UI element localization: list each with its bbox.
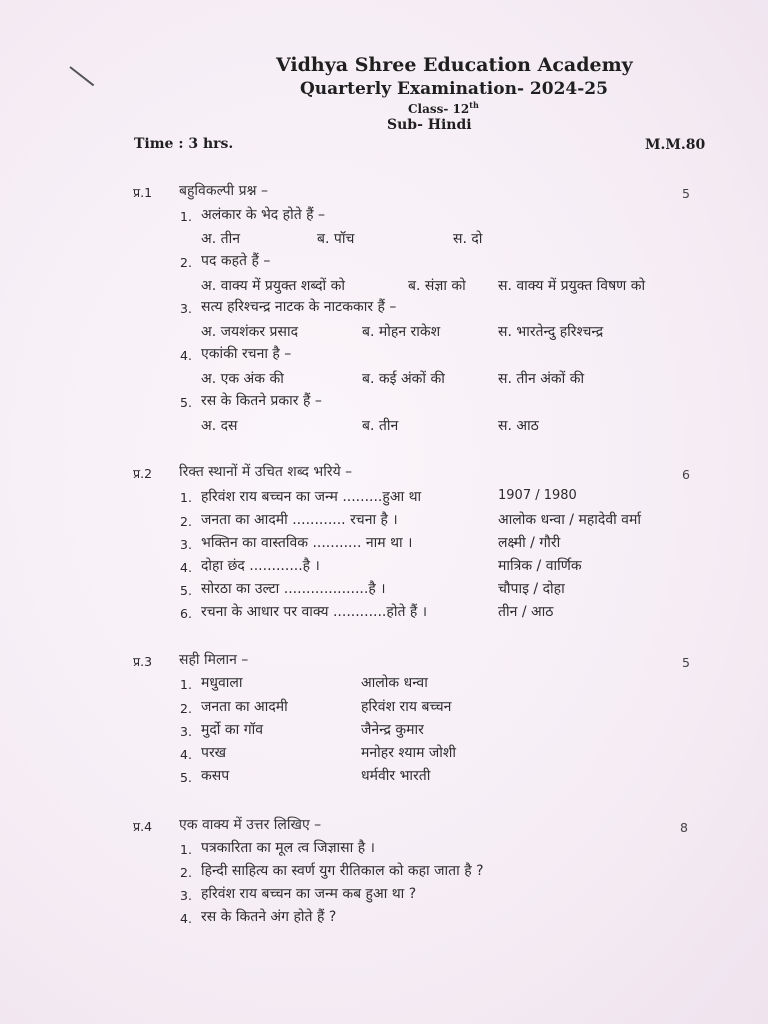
item-number: 3.	[180, 301, 192, 316]
match-left: मुर्दो का गॉव	[201, 722, 264, 738]
item-number: 4.	[180, 560, 192, 575]
item-number: 5.	[180, 770, 192, 785]
option-a: अ. एक अंक की	[201, 371, 284, 387]
question-title: रिक्त स्थानों में उचित शब्द भरिये –	[179, 464, 353, 480]
match-left: जनता का आदमी	[201, 699, 288, 715]
fill-blank-question: रचना के आधार पर वाक्य ............होते हैं ।	[201, 604, 428, 620]
item-number: 2.	[180, 255, 192, 270]
fill-blank-question: दोहा छंद ............है ।	[201, 558, 320, 574]
item-number: 4.	[180, 348, 192, 363]
item-number: 3.	[180, 537, 192, 552]
match-right: जैनेन्द्र कुमार	[361, 722, 424, 738]
time-label: Time : 3 hrs.	[134, 136, 234, 152]
match-left: कसप	[201, 768, 230, 784]
fill-blank-question: सोरठा का उल्टा ...................है ।	[201, 581, 386, 597]
fill-blank-question: भक्तिन का वास्तविक ........... नाम था ।	[201, 535, 413, 551]
subject-label: Sub- Hindi	[387, 117, 472, 133]
item-number: 1.	[180, 842, 192, 857]
option-c: स. आठ	[498, 418, 539, 434]
fill-blank-options: आलोक धन्वा / महादेवी वर्मा	[498, 512, 641, 528]
option-c: स. दो	[453, 231, 483, 247]
question-number: प्र.2	[133, 466, 153, 481]
max-marks: M.M.80	[645, 137, 706, 153]
option-a: अ. दस	[201, 418, 238, 434]
mcq-question: एकांकी रचना है –	[201, 346, 292, 362]
school-name: Vidhya Shree Education Academy	[276, 54, 633, 76]
fill-blank-options: चौपाइ / दोहा	[498, 581, 565, 597]
fill-blank-question: जनता का आदमी ............ रचना है ।	[201, 512, 398, 528]
fill-blank-options: मात्रिक / वार्णिक	[498, 558, 582, 574]
item-number: 4.	[180, 911, 192, 926]
option-c: स. तीन अंकों की	[498, 371, 585, 387]
question-number: प्र.1	[133, 185, 153, 200]
short-answer-question: पत्रकारिता का मूल त्व जिज्ञासा है ।	[201, 840, 375, 856]
question-number: प्र.4	[133, 819, 153, 834]
item-number: 2.	[180, 701, 192, 716]
question-title: सही मिलान –	[179, 652, 249, 668]
option-a: अ. वाक्य में प्रयुक्त शब्दों को	[201, 278, 345, 294]
item-number: 6.	[180, 606, 192, 621]
option-b: ब. कई अंकों की	[362, 371, 445, 387]
exam-title: Quarterly Examination- 2024-25	[300, 79, 608, 99]
item-number: 3.	[180, 888, 192, 903]
option-b: ब. संज्ञा को	[408, 278, 466, 294]
match-right: आलोक धन्वा	[361, 675, 428, 691]
item-number: 3.	[180, 724, 192, 739]
item-number: 1.	[180, 490, 192, 505]
item-number: 2.	[180, 514, 192, 529]
match-left: मधुवाला	[201, 675, 243, 691]
short-answer-question: हरिवंश राय बच्चन का जन्म कब हुआ था ?	[201, 886, 417, 902]
class-label: Class- 12th	[408, 100, 479, 116]
match-right: धर्मवीर भारती	[361, 768, 431, 784]
question-marks: 5	[682, 186, 690, 201]
mcq-question: पद कहते हैं –	[201, 253, 271, 269]
option-b: ब. पॉच	[317, 231, 355, 247]
question-marks: 8	[680, 820, 688, 835]
fill-blank-options: लक्ष्मी / गौरी	[498, 535, 561, 551]
item-number: 5.	[180, 395, 192, 410]
match-left: परख	[201, 745, 227, 761]
item-number: 2.	[180, 865, 192, 880]
mcq-question: रस के कितने प्रकार हैं –	[201, 393, 322, 409]
option-b: ब. तीन	[362, 418, 399, 434]
short-answer-question: रस के कितने अंग होते हैं ?	[201, 909, 337, 925]
fill-blank-options: तीन / आठ	[498, 604, 554, 620]
match-right: हरिवंश राय बच्चन	[361, 699, 452, 715]
mcq-question: सत्य हरिश्चन्द्र नाटक के नाटककार हैं –	[201, 299, 397, 315]
question-title: एक वाक्य में उत्तर लिखिए –	[179, 817, 322, 833]
option-b: ब. मोहन राकेश	[362, 324, 441, 340]
item-number: 5.	[180, 583, 192, 598]
fill-blank-question: हरिवंश राय बच्चन का जन्म .........हुआ था	[201, 489, 422, 505]
option-c: स. वाक्य में प्रयुक्त विषण को	[498, 278, 646, 294]
option-a: अ. जयशंकर प्रसाद	[201, 324, 299, 340]
option-c: स. भारतेन्दु हरिश्चन्द्र	[498, 324, 604, 340]
item-number: 4.	[180, 747, 192, 762]
mcq-question: अलंकार के भेद होते हैं –	[201, 207, 326, 223]
item-number: 1.	[180, 209, 192, 224]
fill-blank-options: 1907 / 1980	[498, 488, 577, 503]
item-number: 1.	[180, 677, 192, 692]
question-number: प्र.3	[133, 654, 153, 669]
question-marks: 6	[682, 467, 690, 482]
option-a: अ. तीन	[201, 231, 240, 247]
question-title: बहुविकल्पी प्रश्न –	[179, 183, 268, 199]
pen-stroke	[69, 66, 94, 86]
match-right: मनोहर श्याम जोशी	[361, 745, 457, 761]
short-answer-question: हिन्दी साहित्य का स्वर्ण युग रीतिकाल को कहा जाता है ?	[201, 863, 484, 879]
question-marks: 5	[682, 655, 690, 670]
